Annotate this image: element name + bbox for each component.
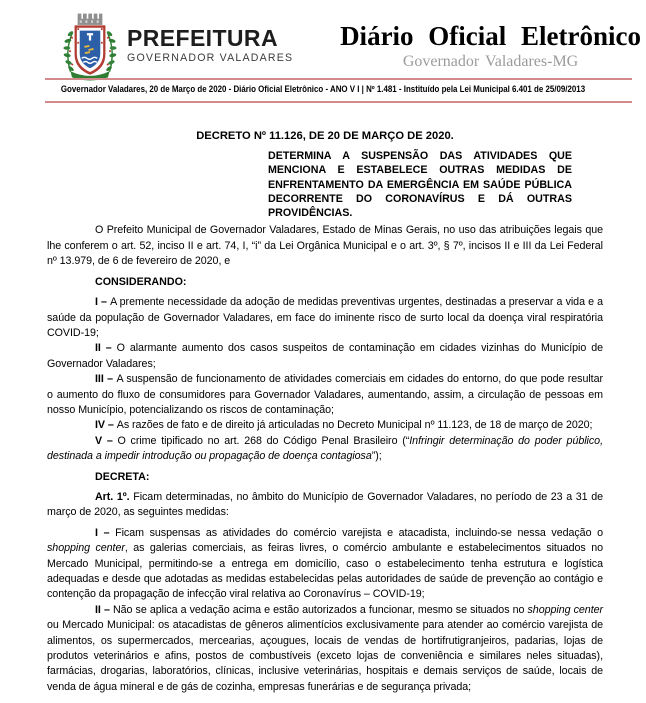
masthead: [340, 21, 641, 71]
decreta-heading: DECRETA:: [95, 470, 150, 483]
article-1: Art. 1º. Ficam determinadas, no âmbito do Município de Governador Valadares, no período de 23 a 31 de março de 2020, as seguintes medidas:: [47, 490, 604, 519]
laurel-branch-left: [63, 30, 74, 72]
considering-item-4: IV – As razões de fato e de direito já articuladas no Decreto Municipal nº 11.123, de 18 de março de 2020;: [95, 419, 593, 432]
shield: [75, 25, 106, 74]
considering-heading: CONSIDERANDO:: [95, 275, 187, 288]
publication-title: Diário Oficial Eletrônico: [340, 21, 641, 51]
header-rule-top: [45, 78, 632, 80]
considering-item-3: III – A suspensão de funcionamento de atividades comerciais em cidades do entorno, do que pode resultar o aumento do fluxo de consumidores para Governador Valadares, aumentando, assim, a circulação de pessoas em nosso Município, potencializando os riscos de contaminação;: [47, 373, 603, 416]
considering-item-1: I – A premente necessidade da adoção de medidas preventivas urgentes, destinadas a preservar a vida e a saúde da população de Governador Valadares, em face do iminente risco de surto local da doença viral respiratória COVID-19;: [47, 296, 603, 339]
gazette-header: [0, 0, 646, 104]
mural-crown: [78, 14, 103, 25]
considering-item-5: V – O crime tipificado no art. 268 do Código Penal Brasileiro (“Infringir determinação do poder público, destinada a impedir introdução ou propagação de doença contagiosa”);: [47, 434, 603, 463]
publication-subtitle: Governador Valadares-MG: [402, 53, 579, 70]
edition-info-line: Governador Valadares, 20 de Março de 2020 - Diário Oficial Eletrônico - ANO V I | Nº 1.481 - Instituído pela Lei Municipal 6.401 de 25/09/2013: [60, 84, 586, 94]
decree-document: [0, 128, 646, 695]
coat-of-arms-logo: [56, 10, 124, 82]
decree-title: DECRETO Nº 11.126, DE 20 DE MARÇO DE 2020.: [196, 130, 454, 142]
article-1-item-2: II – Não se aplica a vedação acima e estão autorizados a funcionar, mesmo se situados no shopping center ou Mercado Municipal: os atacadistas de gêneros alimentícios exclusivamente para atender ao comércio varejista de alimentos, os supermercados, mercearias, açougues, locais de vendas de hortifrutigranjeiros, padarias, lojas de produtos veterinários e afins, postos de combustíveis (exceto lojas de conveniência e similares neles situadas), farmácias, drogarias, laboratórios, clínicas, inclusive veterinárias, hospitais e demais serviços de saúde, locais de venda de água mineral e de gás de cozinha, empresas funerárias e de segurança privada;: [47, 603, 604, 693]
org-name: PREFEITURA: [127, 25, 278, 51]
considering-item-2: II – O alarmante aumento dos casos suspeitos de contaminação em cidades vizinhas do Município de Governador Valadares;: [47, 342, 603, 370]
laurel-branch-right: [105, 30, 116, 72]
article-1-item-1: I – Ficam suspensas as atividades do comércio varejista e atacadista, incluindo-se nessa vedação o shopping center, as galerias comerciais, as feiras livres, o comércio ambulante e estabelecimentos situados no Mercado Municipal, permitindo-se a entrega em domicílio, caso o estabelecimento tenha estrutura e logística adequadas e desde que adotadas as medidas estabelecidas pelas autoridades de saúde de prevenção ao contágio e contenção da propagação de infecção viral relativa ao Coronavírus – COVID-19;: [47, 526, 604, 601]
city-hall-brand: [127, 27, 293, 64]
org-subtitle: GOVERNADOR VALADARES: [127, 52, 294, 64]
decree-summary: DETERMINA A SUSPENSÃO DAS ATIVIDADES QUE MENCIONA E ESTABELECE OUTRAS MEDIDAS DE ENFRENTAMENTO DA EMERGÊNCIA EM SAÚDE PÚBLICA DECORRENTE DO CORONAVÍRUS E DÁ OUTRAS PROVIDÊNCIAS.: [268, 150, 572, 220]
decree-preamble: O Prefeito Municipal de Governador Valadares, Estado de Minas Gerais, no uso das atribuições legais que lhe conferem o art. 52, inciso II e art. 74, I, “i” da Lei Orgânica Municipal e o art. 3º, § 7º, incisos II e III da Lei Federal nº 13.979, de 6 de fevereiro de 2020, e: [47, 224, 603, 268]
header-rule-bottom: [45, 101, 632, 103]
